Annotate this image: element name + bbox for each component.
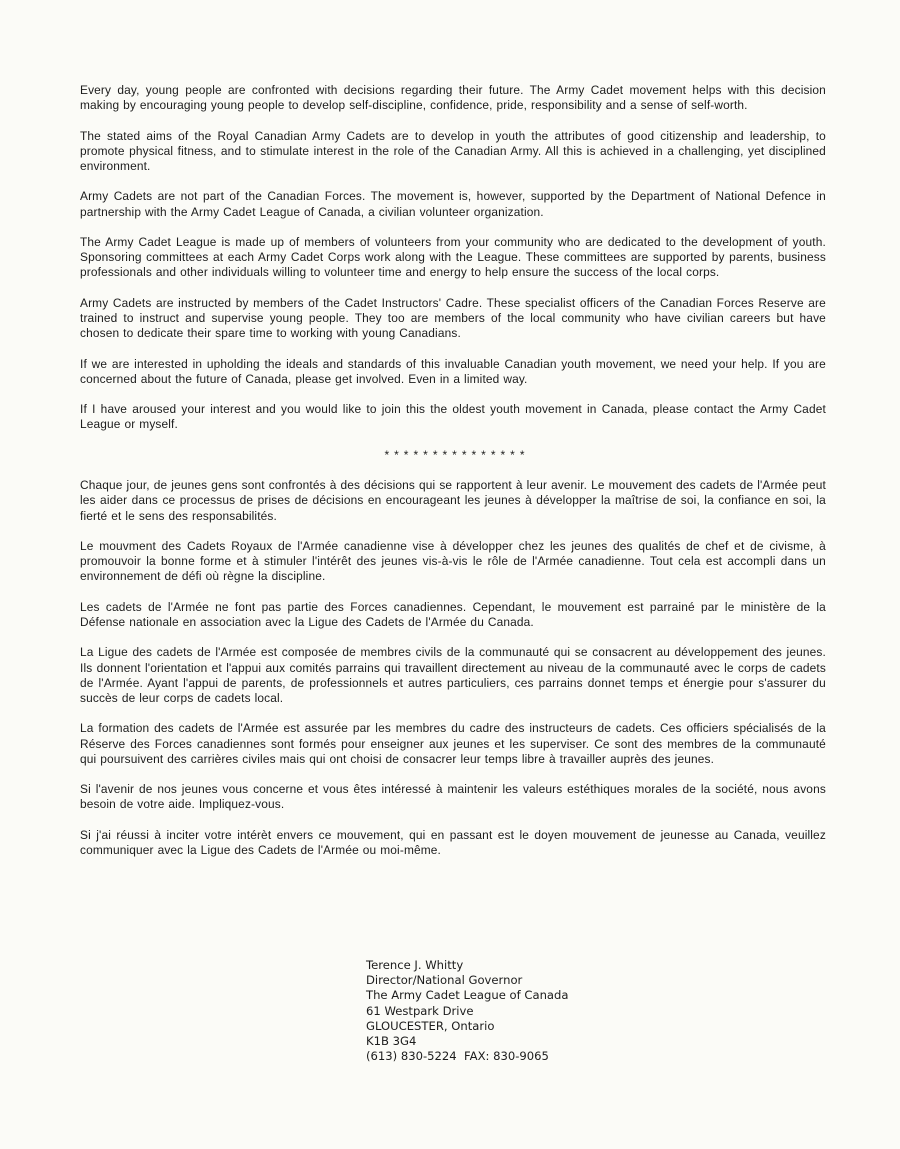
address-city: GLOUCESTER, Ontario [366, 1018, 495, 1033]
english-paragraph-2: The stated aims of the Royal Canadian Army Cadets are to develop in youth the attributes of good citizenship and leadership, to promote physical fitness, and to stimulate interest in the role of the Canadian Army. All this is achieved in a challenging, yet disciplined environment. [80, 128, 826, 173]
address-street: 61 Westpark Drive [366, 1003, 474, 1018]
signer-name: Terence J. Whitty [366, 958, 464, 972]
signature-block [366, 958, 569, 1064]
letter-body [80, 83, 826, 873]
french-paragraph-5: La formation des cadets de l'Armée est assurée par les membres du cadre des instructeurs de cadets. Ces officiers spécialisés de la Réserve des Forces canadiennes sont formés pour enseigner aux jeunes et les superviser. Ce sont des membres de la communauté qui poursuivent des carrières civiles mais qui ont choisi de consacrer leur temps libre à travailler auprès des jeunes. [80, 721, 826, 766]
english-paragraph-1: Every day, young people are confronted with decisions regarding their future. The Army Cadet movement helps with this decision making by encouraging young people to develop self-discipline, confidence, pride, responsibility and a sense of self-worth. [80, 83, 826, 113]
french-paragraph-3: Les cadets de l'Armée ne font pas partie des Forces canadiennes. Cependant, le mouvement est parrainé par le ministère de la Défense nationale en association avec la Ligue des Cadets de l'Armée du Canada. [80, 599, 826, 629]
english-paragraph-5: Army Cadets are instructed by members of the Cadet Instructors' Cadre. These specialist officers of the Canadian Forces Reserve are trained to instruct and supervise young people. They too are members of the local community who have civilian careers but have chosen to dedicate their spare time to working with young Canadians. [80, 295, 826, 341]
french-paragraph-6: Si l'avenir de nos jeunes vous concerne et vous êtes intéressé à maintenir les valeurs estéthiques morales de la société, nous avons besoin de votre aide. Impliquez-vous. [80, 782, 826, 812]
french-paragraph-2: Le mouvment des Cadets Royaux de l'Armée canadienne vise à développer chez les jeunes des qualités de chef et de civisme, à promouvoir la bonne forme et à stimuler l'intérêt des jeunes vis-à-vis le rôle de l'Armée canadienne. Tout cela est accompli dans un environnement de défi où règne la discipline. [80, 538, 826, 584]
signer-organization: The Army Cadet League of Canada [366, 988, 569, 1003]
english-paragraph-4: The Army Cadet League is made up of members of volunteers from your community who are dedicated to the development of youth. Sponsoring committees at each Army Cadet Corps work along with the League. These committees are supported by parents, business professionals and other individuals willing to volunteer time and energy to help ensure the success of the local corps. [80, 234, 826, 280]
english-paragraph-7: If I have aroused your interest and you would like to join this the oldest youth movement in Canada, please contact the Army Cadet League or myself. [80, 402, 826, 432]
french-paragraph-7: Si j'ai réussi à inciter votre intérèt envers ce mouvement, qui en passant est le doyen mouvement de jeunesse au Canada, veuillez communiquer avec la Ligue des Cadets de l'Armée ou moi-même. [80, 827, 826, 857]
french-paragraph-4: La Ligue des cadets de l'Armée est composée de membres civils de la communauté qui se consacrent au développement des jeunes. Ils donnent l'orientation et l'appui aux comités parrains qui travaillent directement au niveau de la communauté avec le corps de cadets de l'Armée. Ayant l'appui de parents, de professionnels et autres particuliers, ces parrains donnet temps et énergie pour s'assurer du succès de leur corps de cadets local. [80, 645, 826, 705]
asterisk-divider: *************** [384, 447, 530, 462]
address-postal-code: K1B 3G4 [366, 1034, 417, 1049]
phone-fax: (613) 830-5224 FAX: 830-9065 [366, 1049, 549, 1064]
english-paragraph-3: Army Cadets are not part of the Canadian Forces. The movement is, however, supported by the Department of National Defence in partnership with the Army Cadet League of Canada, a civilian volunteer organization. [80, 189, 826, 219]
english-paragraph-6: If we are interested in upholding the ideals and standards of this invaluable Canadian youth movement, we need your help. If you are concerned about the future of Canada, please get involved. Even in a limited way. [80, 356, 826, 386]
french-paragraph-1: Chaque jour, de jeunes gens sont confrontés à des décisions qui se rapportent à leur avenir. Le mouvement des cadets de l'Armée peut les aider dans ce processus de prises de décisions en encourageant les jeunes à développer la maîtrise de soi, la confiance en soi, la fierté et le sens des responsabilités. [80, 478, 826, 523]
signer-title: Director/National Governor [366, 973, 523, 988]
